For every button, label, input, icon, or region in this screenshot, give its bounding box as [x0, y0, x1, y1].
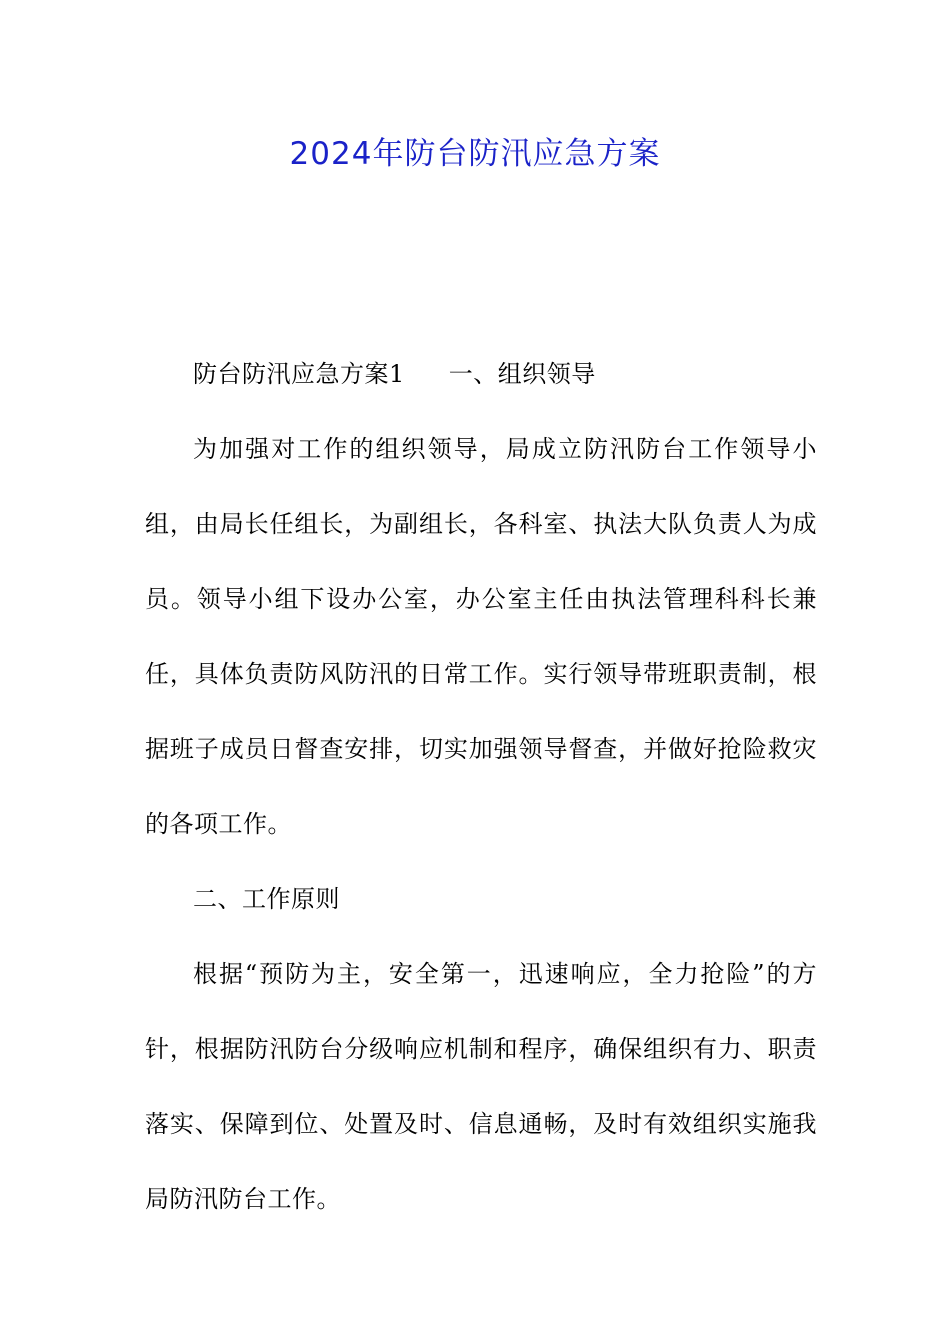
paragraph-principles: 根据“预防为主，安全第一，迅速响应，全力抢险”的方针，根据防汛防台分级响应机制和程序，确保组织有力、职责落实、保障到位、处置及时、信息通畅，及时有效组织实施我局防汛防台工作。: [145, 960, 817, 1213]
paragraph-organization: 为加强对工作的组织领导，局成立防汛防台工作领导小组，由局长任组长，为副组长，各科室、执法大队负责人为成员。领导小组下设办公室，办公室主任由执法管理科科长兼任，具体负责防风防汛的日常工作。实行领导带班职责制，根据班子成员日督查安排，切实加强领导督查，并做好抢险救灾的各项工作。: [145, 435, 817, 838]
section-heading-1: 一、组织领导: [448, 360, 596, 388]
plan-heading-line: [145, 337, 817, 412]
section-heading-2: 二、工作原则: [193, 885, 340, 913]
document-title: 2024年防台防汛应急方案: [289, 136, 661, 172]
document-body: [145, 337, 817, 1237]
plan-label: 防台防汛应急方案1: [193, 360, 405, 388]
